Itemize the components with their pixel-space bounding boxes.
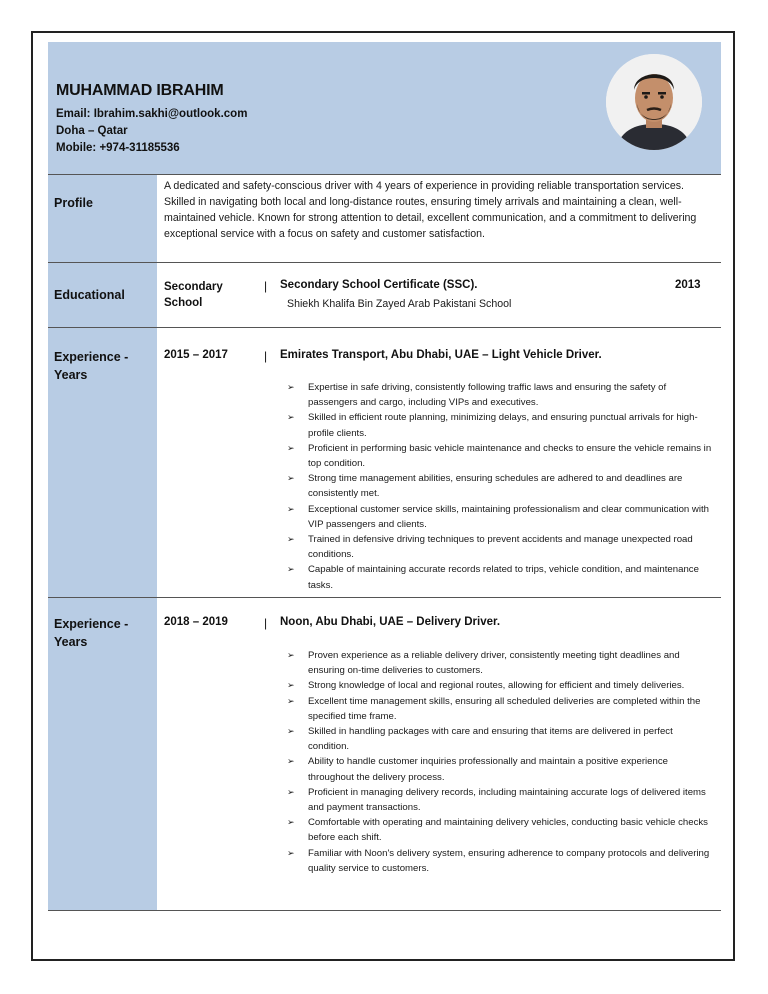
arrow-bullet-icon: ➢ [287,650,295,660]
arrow-bullet-icon: ➢ [287,756,295,767]
arrow-bullet-icon: ➢ [287,412,295,423]
arrow-bullet-icon: ➢ [287,564,295,575]
experience-title: Noon, Abu Dhabi, UAE – Delivery Driver. [280,616,501,628]
experience-title: Emirates Transport, Abu Dhabi, UAE – Light Vehicle Driver. [280,349,602,361]
experience-bullets [287,648,712,876]
arrow-bullet-icon: ➢ [287,817,295,828]
list-item: ➢ Comfortable with operating and maintaining delivery vehicles, conducting basic vehicle checks before each shift. [287,817,708,844]
list-item: ➢ Exceptional customer service skills, maintaining professionalism and clear communication with VIP passengers and clients. [287,503,709,530]
certificate-title: Secondary School Certificate (SSC). [280,279,478,291]
mobile-line: Mobile: +974-31185536 [56,142,180,154]
education-level: Secondary School [164,281,223,309]
list-item: ➢ Strong knowledge of local and regional routes, allowing for efficient and timely deliveries. [287,678,712,693]
profile-text: A dedicated and safety-conscious driver with 4 years of experience in providing reliable transportation services. Skilled in navigating both local and long-distance routes, ensuring timely arrivals and maintaining a clean, well-maintained vehicle. Known for strong attention to detail, excellent communication, and a commitment to delivering exceptional service with a focus on safety and customer satisfaction. [164,180,697,240]
experience-label: Experience - Years [54,617,129,649]
list-item: ➢ Capable of maintaining accurate records related to trips, vehicle condition, and maintenance tasks. [287,564,699,591]
list-item: ➢ Familiar with Noon's delivery system, ensuring adherence to company protocols and delivering quality service to customers. [287,847,710,874]
list-item: ➢ Proficient in performing basic vehicle maintenance and checks to ensure the vehicle remains in top condition. [287,442,712,470]
arrow-bullet-icon: ➢ [287,503,295,514]
profile-photo [606,54,702,150]
experience-label: Experience - Years [54,350,129,382]
list-item: ➢ Trained in defensive driving techniques to prevent accidents and manage unexpected road conditions. [287,534,693,561]
arrow-bullet-icon: ➢ [287,442,295,453]
arrow-bullet-icon: ➢ [287,695,295,706]
arrow-bullet-icon: ➢ [287,786,295,797]
list-item: ➢ Ability to handle customer inquiries professionally and maintain a positive experience throughout the delivery process. [287,756,668,783]
arrow-bullet-icon: ➢ [287,847,295,858]
list-item: ➢ Proficient in managing delivery records, including maintaining accurate logs of delivered items and payment transactions. [287,786,706,814]
separator-pipe: | [264,349,268,363]
experience-bullets [287,380,712,593]
section-label-column [48,174,157,910]
arrow-bullet-icon: ➢ [287,534,295,545]
divider [48,327,721,328]
list-item: ➢ Excellent time management skills, ensuring all scheduled deliveries are completed within the specified time frame. [287,695,701,722]
list-item: ➢ Skilled in handling packages with care and ensuring that items are delivered in perfect condition. [287,726,673,753]
list-item: ➢ Proven experience as a reliable delivery driver, consistently meeting tight deadlines and ensuring on-time deliveries to customers. [287,650,680,677]
experience-dates: 2015 – 2017 [164,349,228,361]
candidate-name: MUHAMMAD IBRAHIM [56,82,224,99]
arrow-bullet-icon: ➢ [287,382,295,392]
arrow-bullet-icon: ➢ [287,473,295,484]
resume-header [48,42,721,174]
divider [48,262,721,263]
school-name: Shiekh Khalifa Bin Zayed Arab Pakistani School [287,298,512,310]
profile-label: Profile [54,196,93,210]
arrow-bullet-icon: ➢ [287,680,295,691]
experience-dates: 2018 – 2019 [164,616,228,628]
location-line: Doha – Qatar [56,125,128,137]
divider [48,174,721,175]
education-label: Educational [54,288,125,302]
divider [48,597,721,598]
separator-pipe: | [264,616,268,630]
graduation-year: 2013 [675,279,701,291]
arrow-bullet-icon: ➢ [287,726,295,737]
email-line: Email: Ibrahim.sakhi@outlook.com [56,108,248,120]
separator-pipe: | [264,279,268,293]
divider [48,910,721,911]
list-item: ➢ Skilled in efficient route planning, minimizing delays, and ensuring punctual arrivals for high-profile clients. [287,412,698,439]
list-item: ➢ Strong time management abilities, ensuring schedules are adhered to and deadlines are consistently met. [287,473,683,500]
list-item: ➢ Expertise in safe driving, consistently following traffic laws and ensuring the safety of passengers and cargo, including VIPs and executives. [287,382,667,409]
